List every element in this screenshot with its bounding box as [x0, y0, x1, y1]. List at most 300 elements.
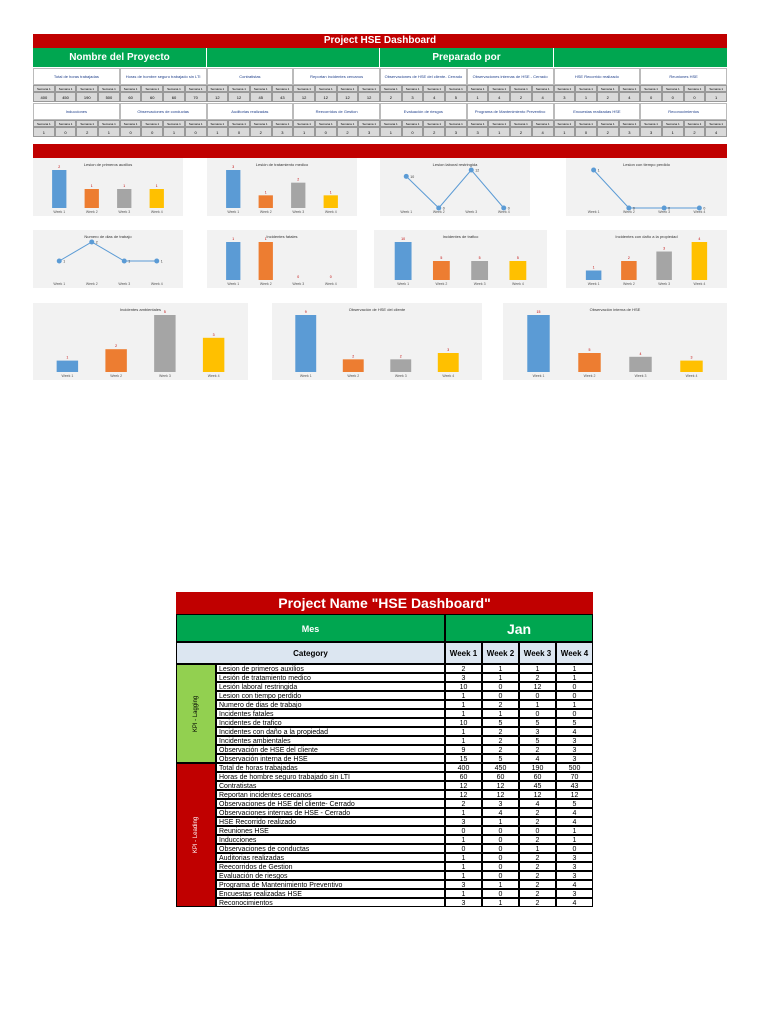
- chart-line: [59, 242, 157, 261]
- chart-data-label: 0: [703, 206, 706, 211]
- table-value-cell: 0: [556, 844, 593, 853]
- chart-tick-label: Week 1: [532, 374, 545, 378]
- week-label: Semana 1: [467, 85, 489, 92]
- chart-point: [57, 259, 62, 264]
- metric-label: Total de horas trabajadas: [33, 68, 120, 85]
- chart-data-label: 3: [212, 332, 215, 337]
- table-value-cell: 0: [482, 853, 519, 862]
- metrics-top-row: [33, 68, 727, 85]
- metric-value: 0: [315, 127, 337, 137]
- metric-value: 1: [488, 127, 510, 137]
- metric-value: 0: [185, 127, 207, 137]
- chart-point: [626, 206, 631, 211]
- table-row: [216, 745, 593, 754]
- week-label: Semana 1: [163, 120, 185, 127]
- chart-tick-label: Week 4: [324, 282, 337, 286]
- week-label: Semana 1: [76, 120, 98, 127]
- chart-svg: [374, 230, 547, 288]
- chart-tick-label: Week 1: [53, 210, 66, 214]
- table-value-cell: 1: [519, 844, 556, 853]
- metric-value: 1: [207, 127, 229, 137]
- table-value-cell: 2: [519, 808, 556, 817]
- chart-tick-label: Week 3: [118, 210, 131, 214]
- table-row: [216, 727, 593, 736]
- metric-label: HSE Recorrido realizado: [554, 68, 641, 85]
- chart-bar: [259, 195, 273, 208]
- metric-value: 2: [597, 127, 619, 137]
- week-label: Semana 1: [337, 85, 359, 92]
- table-row: [216, 844, 593, 853]
- table-value-cell: 43: [556, 781, 593, 790]
- metric-value: 1: [293, 127, 315, 137]
- metric-value: 2: [380, 92, 402, 102]
- metric-value: 1: [575, 92, 597, 102]
- chart-svg: [380, 158, 530, 216]
- metric-value: 0: [684, 92, 706, 102]
- table-value-cell: 1: [556, 826, 593, 835]
- chart-data-label: 1: [592, 265, 595, 270]
- chart-data-label: 12: [475, 168, 480, 173]
- project-name-value: [207, 48, 380, 67]
- chart-data-label: 1: [63, 259, 66, 264]
- table-category-cell: Auditorias realizadas: [216, 853, 445, 862]
- table-category-cell: Incidentes fatales: [216, 709, 445, 718]
- table-value-cell: 2: [482, 700, 519, 709]
- chart-data-label: 0: [668, 206, 671, 211]
- week-label: Semana 1: [315, 120, 337, 127]
- week-label: Semana 1: [684, 120, 706, 127]
- chart-2: [207, 158, 357, 216]
- chart-tick-label: Week 1: [227, 282, 240, 286]
- chart-point: [154, 259, 159, 264]
- weeks-top-row: [33, 85, 727, 92]
- metric-value: 0: [662, 92, 684, 102]
- chart-data-label: 1: [128, 259, 131, 264]
- table-value-cell: 3: [519, 727, 556, 736]
- table-row: [216, 664, 593, 673]
- table-value-cell: 3: [556, 736, 593, 745]
- table-value-cell: 2: [519, 673, 556, 682]
- table-row: [216, 718, 593, 727]
- table-value-cell: 0: [482, 691, 519, 700]
- dashboard-footer-bar: [33, 144, 727, 158]
- week-label: Semana 1: [185, 120, 207, 127]
- metric-value: 450: [55, 92, 77, 102]
- chart-bar: [692, 242, 708, 280]
- chart-data-label: 2: [352, 354, 355, 359]
- chart-data-label: 0: [297, 275, 300, 279]
- chart-bar: [203, 338, 224, 372]
- table-value-cell: 2: [519, 817, 556, 826]
- chart-point: [436, 206, 441, 211]
- chart-bar: [433, 261, 450, 280]
- chart-data-label: 1: [232, 237, 235, 241]
- week-label: Semana 1: [575, 120, 597, 127]
- table-value-cell: 1: [519, 664, 556, 673]
- table-row: [216, 862, 593, 871]
- metric-value: 4: [532, 92, 554, 102]
- metric-label: Horas de hombre seguro trabajado sin LTI: [120, 68, 207, 85]
- table-value-cell: 60: [445, 772, 482, 781]
- table-category-cell: Reuniones HSE: [216, 826, 445, 835]
- chart-tick-label: Week 2: [622, 210, 635, 214]
- week-label: Semana 1: [640, 85, 662, 92]
- metric-label: Reconocimientos: [640, 103, 727, 120]
- chart-data-label: 5: [516, 256, 519, 260]
- table-value-cell: 2: [519, 880, 556, 889]
- table-value-cell: 60: [519, 772, 556, 781]
- week-label: Semana 1: [445, 120, 467, 127]
- chart-tick-label: Week 3: [465, 210, 478, 214]
- chart-tick-label: Week 1: [299, 374, 312, 378]
- table-row: [216, 736, 593, 745]
- chart-data-label: 0: [632, 206, 635, 211]
- week-label: Semana 1: [76, 85, 98, 92]
- metric-value: 0: [575, 127, 597, 137]
- chart-svg: [272, 303, 482, 380]
- chart-bar: [226, 170, 240, 208]
- chart-9: [33, 303, 248, 380]
- week-label: Semana 1: [402, 120, 424, 127]
- metric-value: 3: [402, 92, 424, 102]
- table-row: [216, 898, 593, 907]
- table-value-cell: 0: [482, 826, 519, 835]
- chart-svg: [33, 158, 183, 216]
- category-header: Category: [176, 642, 445, 664]
- chart-point: [122, 259, 127, 264]
- week-label: Semana 1: [272, 85, 294, 92]
- week-label: Semana 1: [120, 85, 142, 92]
- week-label: Semana 1: [315, 85, 337, 92]
- table-value-cell: 1: [445, 691, 482, 700]
- chart-tick-label: Week 3: [394, 374, 407, 378]
- table-value-cell: 2: [482, 727, 519, 736]
- table-value-cell: 1: [445, 889, 482, 898]
- chart-tick-label: Week 4: [207, 374, 220, 378]
- chart-bar: [621, 261, 637, 280]
- chart-tick-label: Week 2: [259, 282, 272, 286]
- chart-title: Incidentes ambientales: [120, 307, 161, 312]
- metric-value: 0: [141, 127, 163, 137]
- table-row: [216, 853, 593, 862]
- week-label: Semana 1: [532, 120, 554, 127]
- table-value-cell: 4: [556, 817, 593, 826]
- table-value-cell: 4: [519, 754, 556, 763]
- table-category-cell: Reconocimientos: [216, 898, 445, 907]
- chart-title: Lesion con tiempo perdido: [623, 162, 670, 167]
- table-row: [216, 673, 593, 682]
- table-value-cell: 3: [556, 889, 593, 898]
- chart-data-label: 0: [507, 206, 510, 211]
- chart-data-label: 1: [329, 190, 332, 195]
- table-value-cell: 12: [445, 790, 482, 799]
- chart-title: Incidentes fatales: [266, 234, 298, 239]
- chart-svg: [503, 303, 727, 380]
- values-top-row: [33, 92, 727, 102]
- chart-tick-label: Week 1: [587, 282, 600, 286]
- metric-value: 3: [358, 127, 380, 137]
- week-label: Semana 1: [423, 120, 445, 127]
- chart-bar: [390, 359, 411, 372]
- chart-bar: [291, 183, 305, 208]
- chart-bar: [150, 189, 164, 208]
- week-label: Semana 1: [337, 120, 359, 127]
- metric-value: 12: [228, 92, 250, 102]
- table-row: [216, 826, 593, 835]
- metric-value: 3: [640, 127, 662, 137]
- table-value-cell: 12: [519, 790, 556, 799]
- table-category-cell: Incidentes ambientales: [216, 736, 445, 745]
- chart-data-label: 1: [264, 190, 267, 195]
- metric-value: 2: [337, 127, 359, 137]
- table-value-cell: 2: [519, 889, 556, 898]
- table-value-cell: 0: [556, 709, 593, 718]
- week-label: Semana 1: [250, 120, 272, 127]
- metric-value: 4: [423, 92, 445, 102]
- chart-bar: [259, 242, 273, 280]
- table-category-cell: Programa de Mantenimiento Preventivo: [216, 880, 445, 889]
- week-label: Semana 1: [597, 120, 619, 127]
- chart-data-label: 3: [232, 165, 235, 169]
- chart-tick-label: Week 2: [347, 374, 360, 378]
- week-label: Semana 1: [120, 120, 142, 127]
- chart-5: [33, 230, 183, 288]
- table-category-cell: Observación de HSE del cliente: [216, 745, 445, 754]
- hse-table: [176, 592, 593, 907]
- chart-data-label: 1: [264, 237, 267, 241]
- week-label: Semana 1: [141, 120, 163, 127]
- table-value-cell: 4: [482, 808, 519, 817]
- chart-tick-label: Week 1: [400, 210, 413, 214]
- table-category-cell: Lesión laboral restringida: [216, 682, 445, 691]
- table-row: [216, 871, 593, 880]
- table-value-cell: 45: [519, 781, 556, 790]
- week-label: Semana 1: [423, 85, 445, 92]
- metric-label: Reuniones HSE: [640, 68, 727, 85]
- metric-value: 4: [705, 127, 727, 137]
- table-value-cell: 1: [445, 835, 482, 844]
- chart-tick-label: Week 4: [693, 282, 706, 286]
- chart-point: [404, 174, 409, 179]
- lagging-rows: [216, 664, 593, 763]
- metric-label: Reecorridos de Gestion: [293, 103, 380, 120]
- table-value-cell: 400: [445, 763, 482, 772]
- metric-value: 2: [510, 127, 532, 137]
- chart-3: [380, 158, 530, 216]
- week-label: Semana 1: [445, 85, 467, 92]
- table-value-cell: 0: [556, 682, 593, 691]
- metric-label: Observaciones de conductas: [120, 103, 207, 120]
- week-label: Semana 1: [597, 85, 619, 92]
- table-value-cell: 0: [482, 844, 519, 853]
- chart-7: [374, 230, 547, 288]
- week1-header: Week 1: [445, 642, 482, 664]
- chart-data-label: 2: [627, 256, 630, 260]
- table-value-cell: 5: [519, 736, 556, 745]
- chart-data-label: 5: [478, 256, 481, 260]
- table-row: [216, 808, 593, 817]
- week-label: Semana 1: [640, 120, 662, 127]
- metric-value: 1: [705, 92, 727, 102]
- metric-value: 500: [98, 92, 120, 102]
- metric-value: 1: [33, 127, 55, 137]
- table-category-cell: Evaluación de riesgos: [216, 871, 445, 880]
- table-value-cell: 2: [519, 853, 556, 862]
- chart-data-label: 0: [329, 275, 332, 279]
- chart-tick-label: Week 3: [658, 210, 671, 214]
- chart-tick-label: Week 3: [473, 282, 486, 286]
- chart-4: [566, 158, 727, 216]
- metric-value: 1: [163, 127, 185, 137]
- chart-line: [594, 170, 700, 208]
- metric-value: 5: [445, 92, 467, 102]
- table-category-cell: Incidentes con daño a la propiedad: [216, 727, 445, 736]
- chart-tick-label: Week 1: [61, 374, 74, 378]
- chart-tick-label: Week 2: [85, 282, 98, 286]
- table-category-cell: Horas de hombre seguro trabajado sin LTI: [216, 772, 445, 781]
- chart-data-label: 1: [66, 355, 69, 360]
- table-value-cell: 60: [482, 772, 519, 781]
- table-value-cell: 190: [519, 763, 556, 772]
- metric-label: Auditorias realizadas: [207, 103, 294, 120]
- metric-value: 4: [619, 92, 641, 102]
- chart-bar: [105, 349, 126, 372]
- chart-title: Incidentes con daño a la propiedad: [615, 234, 678, 239]
- chart-bar: [226, 242, 240, 280]
- table-value-cell: 0: [519, 691, 556, 700]
- table-value-cell: 3: [445, 880, 482, 889]
- table-value-cell: 4: [556, 898, 593, 907]
- table-value-cell: 70: [556, 772, 593, 781]
- table-row: [216, 889, 593, 898]
- metric-value: 43: [272, 92, 294, 102]
- table-row: [216, 709, 593, 718]
- table-value-cell: 3: [556, 853, 593, 862]
- metric-value: 3: [467, 127, 489, 137]
- chart-tick-label: Week 4: [324, 210, 337, 214]
- table-value-cell: 2: [482, 736, 519, 745]
- chart-data-label: 3: [690, 355, 693, 360]
- metric-value: 12: [293, 92, 315, 102]
- metric-value: 2: [597, 92, 619, 102]
- project-name-label: Nombre del Proyecto: [33, 48, 207, 67]
- table-category-cell: Total de horas trabajadas: [216, 763, 445, 772]
- chart-svg: [33, 230, 183, 288]
- table-value-cell: 0: [445, 826, 482, 835]
- chart-tick-label: Week 3: [292, 210, 305, 214]
- table-value-cell: 1: [482, 898, 519, 907]
- mes-label: Mes: [176, 614, 445, 642]
- table-value-cell: 3: [556, 754, 593, 763]
- table-value-cell: 1: [482, 664, 519, 673]
- chart-title: Observación interna de HSE: [589, 307, 641, 312]
- chart-tick-label: Week 3: [634, 374, 647, 378]
- chart-data-label: 2: [58, 165, 61, 169]
- table-title: Project Name "HSE Dashboard": [176, 592, 593, 614]
- table-value-cell: 2: [482, 745, 519, 754]
- week-label: Semana 1: [358, 85, 380, 92]
- metric-value: 3: [619, 127, 641, 137]
- week3-header: Week 3: [519, 642, 556, 664]
- chart-bar: [324, 195, 338, 208]
- metrics-bottom-row: [33, 103, 727, 120]
- table-value-cell: 0: [445, 844, 482, 853]
- table-category-cell: Reecorridos de Gestion: [216, 862, 445, 871]
- values-bottom-row: [33, 127, 727, 137]
- table-value-cell: 0: [482, 862, 519, 871]
- table-value-cell: 15: [445, 754, 482, 763]
- week-label: Semana 1: [293, 85, 315, 92]
- table-value-cell: 1: [445, 700, 482, 709]
- chart-point: [501, 206, 506, 211]
- chart-bar: [629, 357, 651, 372]
- week-label: Semana 1: [33, 85, 55, 92]
- chart-svg: [207, 230, 357, 288]
- chart-data-label: 2: [399, 354, 402, 359]
- table-category-cell: Lesion con tiempo perdido: [216, 691, 445, 700]
- table-value-cell: 1: [445, 727, 482, 736]
- chart-title: Lesión de tratamiento medico: [255, 162, 309, 167]
- table-header-columns: [176, 642, 593, 664]
- chart-svg: [566, 230, 727, 288]
- chart-data-label: 9: [304, 310, 307, 314]
- table-value-cell: 9: [445, 745, 482, 754]
- table-row: [216, 781, 593, 790]
- week-label: Semana 1: [532, 85, 554, 92]
- table-value-cell: 0: [482, 889, 519, 898]
- table-value-cell: 0: [519, 826, 556, 835]
- lagging-section: [176, 664, 593, 763]
- table-value-cell: 1: [482, 673, 519, 682]
- week-label: Semana 1: [488, 85, 510, 92]
- table-value-cell: 2: [519, 745, 556, 754]
- table-value-cell: 4: [519, 799, 556, 808]
- chart-11: [503, 303, 727, 380]
- month-label: Jan: [445, 614, 593, 642]
- table-row: [216, 880, 593, 889]
- week-label: Semana 1: [662, 85, 684, 92]
- table-value-cell: 10: [445, 718, 482, 727]
- week-label: Semana 1: [662, 120, 684, 127]
- table-category-cell: Numero de dias de trabajo: [216, 700, 445, 709]
- chart-tick-label: Week 3: [292, 282, 305, 286]
- table-value-cell: 10: [445, 682, 482, 691]
- table-category-cell: Observaciones de conductas: [216, 844, 445, 853]
- table-value-cell: 5: [556, 799, 593, 808]
- metric-value: 1: [554, 127, 576, 137]
- chart-10: [272, 303, 482, 380]
- chart-bar: [52, 170, 66, 208]
- chart-data-label: 1: [160, 259, 163, 264]
- chart-bar: [395, 242, 412, 280]
- table-row: [216, 754, 593, 763]
- week-label: Semana 1: [141, 85, 163, 92]
- table-value-cell: 12: [556, 790, 593, 799]
- table-category-cell: Observación interna de HSE: [216, 754, 445, 763]
- chart-svg: [33, 303, 248, 380]
- table-value-cell: 450: [482, 763, 519, 772]
- chart-bar: [527, 315, 549, 372]
- week-label: Semana 1: [98, 120, 120, 127]
- chart-tick-label: Week 2: [85, 210, 98, 214]
- prepared-by-label: Preparado por: [380, 48, 554, 67]
- table-value-cell: 3: [556, 871, 593, 880]
- metric-value: 2: [510, 92, 532, 102]
- chart-data-label: 1: [155, 184, 158, 188]
- chart-data-label: 1: [597, 168, 600, 173]
- table-value-cell: 1: [519, 700, 556, 709]
- metric-label: Observaciones de HSE del cliente- Cerrado: [380, 68, 467, 85]
